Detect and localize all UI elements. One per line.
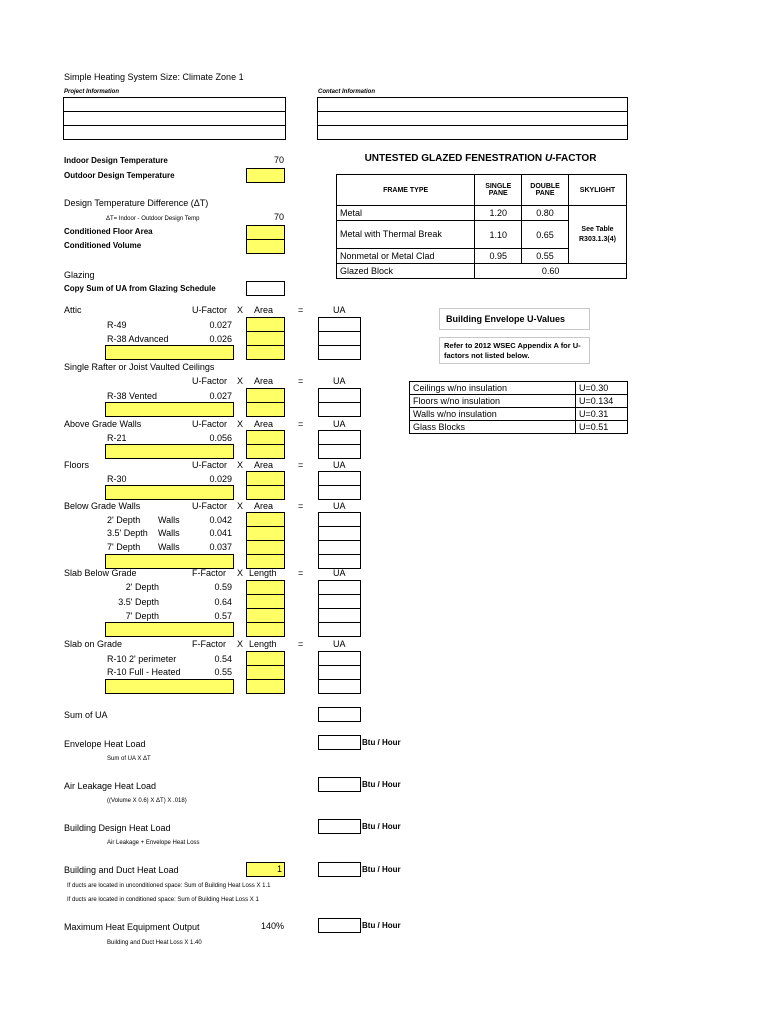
- glazing-label: Glazing: [64, 270, 95, 280]
- air-leakage-cell: [318, 777, 361, 792]
- above-walls-area-input[interactable]: [246, 430, 285, 445]
- rafter-eq-header: =: [298, 376, 304, 386]
- below-walls-walls-label: Walls: [158, 515, 180, 525]
- duct-heat-load-cell: [318, 862, 361, 877]
- attic-label: Attic: [64, 305, 82, 315]
- design-heat-load-cell: [318, 819, 361, 834]
- attic-row-name: R-49: [107, 320, 127, 330]
- floors-area-header: Area: [254, 460, 274, 470]
- uvalue-value-cell: U=0.30: [576, 382, 628, 395]
- duct-note-unconditioned: If ducts are located in unconditioned space: Sum of Building Heat Loss X 1.1: [67, 883, 271, 889]
- rafter-ufactor-header: U-Factor: [192, 376, 228, 386]
- below-walls-custom-input[interactable]: [105, 554, 234, 569]
- envelope-heat-load-cell: [318, 735, 361, 750]
- slab-on-ua-header: UA: [333, 639, 346, 649]
- floors-eq-header: =: [298, 460, 304, 470]
- slab-below-length-header: Length: [249, 568, 277, 578]
- delta-t-value: 70: [273, 212, 284, 222]
- above-walls-area-header: Area: [254, 419, 274, 429]
- floors-row-value: 0.029: [209, 474, 232, 484]
- slab-on-row-value: 0.54: [214, 654, 232, 664]
- air-leakage-label: Air Leakage Heat Load: [64, 781, 157, 791]
- floors-ua-header: UA: [333, 460, 346, 470]
- slab-below-row-name: 3.5' Depth: [118, 597, 159, 607]
- duct-factor-value: 1: [276, 864, 282, 874]
- glazing-sub-label: Copy Sum of UA from Glazing Schedule: [64, 284, 216, 293]
- rafter-row-value: 0.027: [209, 391, 232, 401]
- fenestration-title: UNTESTED GLAZED FENESTRATION U-FACTOR: [364, 153, 597, 164]
- rafter-label: Single Rafter or Joist Vaulted Ceilings: [64, 362, 215, 372]
- indoor-temp-label: Indoor Design Temperature: [64, 156, 168, 165]
- fen-single-cell: 1.10: [475, 221, 522, 249]
- slab-on-length-input[interactable]: [246, 665, 285, 680]
- envelope-heat-load-label: Envelope Heat Load: [64, 739, 146, 749]
- slab-on-length-input[interactable]: [246, 651, 285, 666]
- floors-ua-cell: [318, 471, 361, 486]
- uvalue-value-cell: U=0.31: [576, 408, 628, 421]
- slab-below-row-name: 7' Depth: [125, 611, 159, 621]
- slab-on-label: Slab on Grade: [64, 639, 123, 649]
- slab-on-row-value: 0.55: [214, 667, 232, 677]
- attic-area-input[interactable]: [246, 317, 285, 332]
- attic-ua-cell: [318, 345, 361, 360]
- outdoor-temp-label: Outdoor Design Temperature: [64, 171, 175, 180]
- fen-header-skylight: SKYLIGHT: [568, 175, 626, 206]
- envelope-uvalues-table: [409, 381, 628, 434]
- above-walls-area-input[interactable]: [246, 444, 285, 459]
- above-walls-row-name: R-21: [107, 433, 127, 443]
- slab-on-ua-cell: [318, 679, 361, 694]
- slab-below-row-value: 0.57: [214, 611, 232, 621]
- below-walls-ua-cell: [318, 512, 361, 527]
- fen-glazed-block-label: Glazed Block: [337, 264, 475, 279]
- project-info-line-1[interactable]: [63, 97, 286, 112]
- max-output-note: Building and Duct Heat Loss X 1.40: [107, 940, 202, 946]
- below-walls-area-input[interactable]: [246, 554, 285, 569]
- volume-input[interactable]: [246, 239, 285, 254]
- rafter-area-input[interactable]: [246, 388, 285, 403]
- slab-on-length-input[interactable]: [246, 679, 285, 694]
- outdoor-temp-input[interactable]: [246, 168, 285, 183]
- rafter-area-header: Area: [254, 376, 274, 386]
- above-walls-ua-cell: [318, 430, 361, 445]
- attic-area-header: Area: [254, 305, 274, 315]
- project-info-label: Project Information: [64, 89, 120, 95]
- page-title: Simple Heating System Size: Climate Zone 1: [64, 72, 244, 82]
- slab-below-ua-cell: [318, 580, 361, 595]
- slab-on-row-name: R-10 Full - Heated: [107, 667, 181, 677]
- rafter-x-header: X: [237, 376, 244, 386]
- slab-below-label: Slab Below Grade: [64, 568, 137, 578]
- duct-btu-unit: Btu / Hour: [362, 865, 401, 874]
- floors-x-header: X: [237, 460, 244, 470]
- below-walls-ua-cell: [318, 526, 361, 541]
- air-leakage-btu-unit: Btu / Hour: [362, 780, 401, 789]
- slab-on-length-header: Length: [249, 639, 277, 649]
- below-walls-ufactor-header: U-Factor: [192, 501, 228, 511]
- rafter-row-name: R-38 Vented: [107, 391, 158, 401]
- envelope-heat-load-note: Sum of UA X ΔT: [107, 756, 151, 762]
- delta-t-label: Design Temperature Difference (ΔT): [64, 198, 209, 208]
- slab-below-row-value: 0.59: [214, 582, 232, 592]
- attic-ua-cell: [318, 317, 361, 332]
- fen-double-cell: 0.80: [522, 206, 569, 221]
- slab-below-ua-cell: [318, 622, 361, 637]
- attic-eq-header: =: [298, 305, 304, 315]
- rafter-ua-header: UA: [333, 376, 346, 386]
- fen-frame-cell: Metal: [337, 206, 475, 221]
- above-walls-eq-header: =: [298, 419, 304, 429]
- fen-single-cell: 1.20: [475, 206, 522, 221]
- below-walls-walls-label: Walls: [158, 542, 180, 552]
- floors-ua-cell: [318, 485, 361, 500]
- below-walls-label: Below Grade Walls: [64, 501, 141, 511]
- attic-area-input[interactable]: [246, 345, 285, 360]
- max-output-cell: [318, 918, 361, 933]
- indoor-temp-value: 70: [273, 155, 284, 165]
- floors-custom-input[interactable]: [105, 485, 234, 500]
- slab-on-row-name: R-10 2' perimeter: [107, 654, 177, 664]
- below-walls-row-value: 0.042: [209, 515, 232, 525]
- floors-area-input[interactable]: [246, 485, 285, 500]
- project-info-line-2[interactable]: [63, 111, 286, 126]
- floors-row-name: R-30: [107, 474, 127, 484]
- below-walls-ua-cell: [318, 554, 361, 569]
- attic-row-name: R-38 Advanced: [107, 334, 169, 344]
- uvalue-value-cell: U=0.134: [576, 395, 628, 408]
- slab-on-ua-cell: [318, 651, 361, 666]
- attic-area-input[interactable]: [246, 331, 285, 346]
- attic-row-value: 0.027: [209, 320, 232, 330]
- floors-area-input[interactable]: [246, 471, 285, 486]
- uvalue-value-cell: U=0.51: [576, 421, 628, 434]
- floors-ufactor-header: U-Factor: [192, 460, 228, 470]
- slab-below-row-name: 2' Depth: [125, 582, 159, 592]
- contact-info-label: Contact Information: [318, 89, 375, 95]
- fen-glazed-block-value: 0.60: [475, 264, 627, 279]
- delta-t-note: ΔT= Indoor - Outdoor Design Temp: [106, 216, 200, 222]
- fen-single-cell: 0.95: [475, 249, 522, 264]
- contact-info-line-3[interactable]: [317, 125, 628, 140]
- max-output-percent: 140%: [261, 921, 285, 931]
- sum-ua-label: Sum of UA: [64, 710, 108, 720]
- rafter-ua-cell: [318, 402, 361, 417]
- uvalue-name-cell: Floors w/no insulation: [410, 395, 576, 408]
- slab-on-x-header: X: [237, 639, 244, 649]
- above-walls-row-value: 0.056: [209, 433, 232, 443]
- slab-below-length-input[interactable]: [246, 594, 285, 609]
- floors-label: Floors: [64, 460, 90, 470]
- slab-on-custom-input[interactable]: [105, 679, 234, 694]
- envelope-uvalues-title: Building Envelope U-Values: [439, 308, 590, 330]
- fen-frame-cell: Metal with Thermal Break: [337, 221, 475, 249]
- rafter-ua-cell: [318, 388, 361, 403]
- duct-note-conditioned: If ducts are located in conditioned space: Sum of Building Heat Loss X 1: [67, 897, 259, 903]
- volume-label: Conditioned Volume: [64, 241, 142, 250]
- above-walls-ufactor-header: U-Factor: [192, 419, 228, 429]
- attic-row-value: 0.026: [209, 334, 232, 344]
- below-walls-area-input[interactable]: [246, 540, 285, 555]
- slab-below-length-input[interactable]: [246, 622, 285, 637]
- rafter-custom-input[interactable]: [105, 402, 234, 417]
- slab-below-ua-cell: [318, 594, 361, 609]
- sum-ua-cell: [318, 707, 361, 722]
- slab-below-x-header: X: [237, 568, 244, 578]
- design-btu-unit: Btu / Hour: [362, 822, 401, 831]
- contact-info-line-2[interactable]: [317, 111, 628, 126]
- above-walls-ua-cell: [318, 444, 361, 459]
- above-walls-x-header: X: [237, 419, 244, 429]
- slab-below-ua-header: UA: [333, 568, 346, 578]
- floor-area-input[interactable]: [246, 225, 285, 240]
- attic-ua-cell: [318, 331, 361, 346]
- slab-below-eq-header: =: [298, 568, 304, 578]
- floor-area-label: Conditioned Floor Area: [64, 227, 153, 236]
- duct-heat-load-label: Building and Duct Heat Load: [64, 865, 179, 875]
- below-walls-area-header: Area: [254, 501, 274, 511]
- design-heat-load-label: Building Design Heat Load: [64, 823, 171, 833]
- below-walls-row-value: 0.037: [209, 542, 232, 552]
- below-walls-row-name: 2' Depth: [107, 515, 141, 525]
- attic-ua-header: UA: [333, 305, 346, 315]
- above-walls-ua-header: UA: [333, 419, 346, 429]
- slab-on-eq-header: =: [298, 639, 304, 649]
- design-heat-load-note: Air Leakage + Envelope Heat Loss: [107, 840, 200, 846]
- uvalue-name-cell: Walls w/no insulation: [410, 408, 576, 421]
- slab-below-ua-cell: [318, 608, 361, 623]
- fen-frame-cell: Nonmetal or Metal Clad: [337, 249, 475, 264]
- envelope-uvalues-refer: Refer to 2012 WSEC Appendix A for U-factors not listed below.: [439, 337, 590, 364]
- slab-below-length-input[interactable]: [246, 608, 285, 623]
- project-info-line-3[interactable]: [63, 125, 286, 140]
- below-walls-row-name: 7' Depth: [107, 542, 141, 552]
- glazing-ua-input[interactable]: [246, 281, 285, 296]
- fen-header-frame: FRAME TYPE: [337, 175, 475, 206]
- fenestration-table: [336, 174, 627, 279]
- slab-below-row-value: 0.64: [214, 597, 232, 607]
- below-walls-area-input[interactable]: [246, 512, 285, 527]
- slab-below-custom-input[interactable]: [105, 622, 234, 637]
- fen-double-cell: 0.65: [522, 221, 569, 249]
- fen-skylight-note: See Table R303.1.3(4): [568, 206, 626, 264]
- attic-custom-input[interactable]: [105, 345, 234, 360]
- slab-on-ffactor-header: F-Factor: [192, 639, 227, 649]
- below-walls-area-input[interactable]: [246, 526, 285, 541]
- fen-double-cell: 0.55: [522, 249, 569, 264]
- attic-ufactor-header: U-Factor: [192, 305, 228, 315]
- air-leakage-note: ((Volume X 0.6) X ΔT) X .018): [107, 798, 187, 804]
- rafter-area-input[interactable]: [246, 402, 285, 417]
- above-walls-custom-input[interactable]: [105, 444, 234, 459]
- below-walls-walls-label: Walls: [158, 528, 180, 538]
- attic-x-header: X: [237, 305, 244, 315]
- max-output-label: Maximum Heat Equipment Output: [64, 922, 200, 932]
- below-walls-ua-cell: [318, 540, 361, 555]
- uvalue-name-cell: Ceilings w/no insulation: [410, 382, 576, 395]
- below-walls-eq-header: =: [298, 501, 304, 511]
- above-walls-label: Above Grade Walls: [64, 419, 142, 429]
- uvalue-name-cell: Glass Blocks: [410, 421, 576, 434]
- max-output-btu-unit: Btu / Hour: [362, 921, 401, 930]
- below-walls-ua-header: UA: [333, 501, 346, 511]
- below-walls-x-header: X: [237, 501, 244, 511]
- fen-header-single: SINGLE PANE: [475, 175, 522, 206]
- fen-header-double: DOUBLE PANE: [522, 175, 569, 206]
- slab-on-ua-cell: [318, 665, 361, 680]
- below-walls-row-value: 0.041: [209, 528, 232, 538]
- below-walls-row-name: 3.5' Depth: [107, 528, 148, 538]
- contact-info-line-1[interactable]: [317, 97, 628, 112]
- slab-below-ffactor-header: F-Factor: [192, 568, 227, 578]
- envelope-btu-unit: Btu / Hour: [362, 738, 401, 747]
- slab-below-length-input[interactable]: [246, 580, 285, 595]
